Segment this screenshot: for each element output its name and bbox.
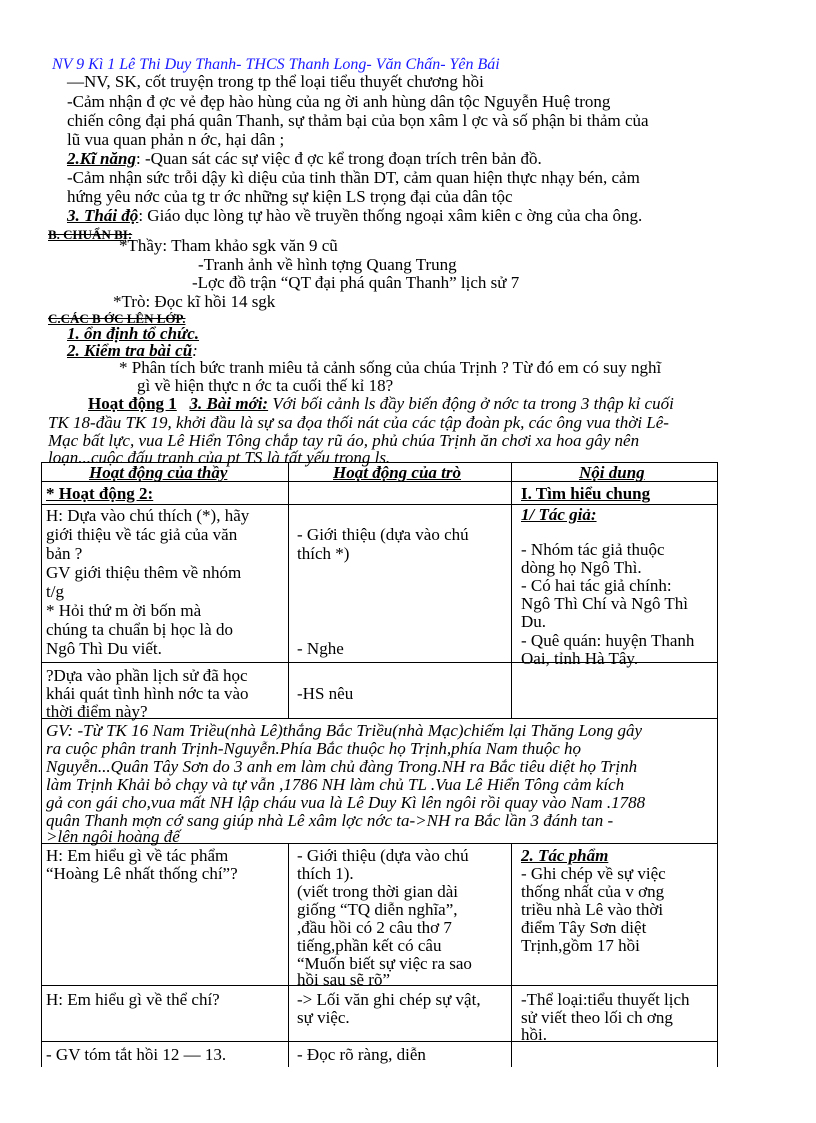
student-text: - Nghe bbox=[297, 639, 344, 658]
content-text: - Nhóm tác giả thuộc bbox=[521, 540, 665, 559]
skills-line: -Cảm nhận sức trỗi dậy kì diệu của tinh thần DT, cảm quan hiện thực nhạy bén, cảm bbox=[67, 168, 640, 187]
content-text: - Ghi chép về sự việc bbox=[521, 864, 666, 883]
skills-label: 2.Kĩ năng bbox=[67, 149, 136, 168]
teacher-text: H: Em hiểu gì về tác phẩm bbox=[46, 846, 229, 865]
content-text: Trịnh,gồm 17 hồi bbox=[521, 936, 640, 955]
content-text: - Có hai tác giả chính: bbox=[521, 576, 672, 595]
prep-title: B. CHUẨN BỊ: bbox=[48, 227, 133, 242]
new-lesson-line: Mạc bất lực, vua Lê Hiển Tông chắp tay rũ áo, phủ chúa Trịnh ăn chơi xa hoa gây nên bbox=[48, 431, 640, 450]
prep-item: -Tranh ảnh về hình tợng Quang Trung bbox=[198, 255, 457, 274]
gv-note: làm Trịnh Khải bỏ chạy và tự vẫn ,1786 NH làm chủ TL .Vua Lê Hiển Tông cảm kích bbox=[46, 775, 625, 794]
col-header-student: Hoạt động của trò bbox=[333, 463, 461, 482]
content-text: Oai, tỉnh Hà Tây. bbox=[521, 649, 639, 668]
prep-student: *Trò: Đọc kĩ hồi 14 sgk bbox=[113, 292, 276, 311]
skills-text: : -Quan sát các sự việc đ ợc kể trong đoạn trích trên bản đồ. bbox=[135, 149, 542, 168]
teacher-text: GV giới thiệu thêm về nhóm bbox=[46, 563, 242, 582]
student-text: thích 1). bbox=[297, 864, 354, 883]
col-header-teacher: Hoạt động của thầy bbox=[89, 463, 228, 482]
subsection-title: 2. Tác phẩm bbox=[521, 846, 609, 865]
content-text: thống nhất của v ơng bbox=[521, 882, 665, 901]
teacher-text: H: Em hiểu gì về thể chí? bbox=[46, 990, 220, 1009]
content-text: -Thể loại:tiểu thuyết lịch bbox=[521, 990, 690, 1009]
content-text: - Quê quán: huyện Thanh bbox=[521, 631, 695, 650]
student-text: -> Lối văn ghi chép sự vật, bbox=[297, 990, 481, 1009]
new-lesson-line: loạn...cuộc đấu tranh của pt TS là tất yếu trong ls. bbox=[48, 448, 391, 467]
content-text: Du. bbox=[521, 612, 547, 631]
student-text: -HS nêu bbox=[297, 684, 354, 703]
attitude-text: : Giáo dục lòng tự hào về truyền thống ngoại xâm kiên c ờng của cha ông. bbox=[138, 206, 643, 225]
activity-1-label: Hoạt động 1 bbox=[88, 394, 177, 413]
student-text: (viết trong thời gian dài bbox=[297, 882, 459, 901]
lesson-table bbox=[41, 462, 718, 1067]
teacher-text: khái quát tình hình nớc ta vào bbox=[46, 684, 249, 703]
content-text: Ngô Thì Chí và Ngô Thì bbox=[521, 594, 689, 613]
teacher-text: H: Dựa vào chú thích (*), hãy bbox=[46, 506, 250, 525]
objective-line: chiến công đại phá quân Thanh, sự thảm bại của bọn xâm l ợc và số phận bi thảm của bbox=[67, 111, 649, 130]
step-1: 1. ổn định tổ chức. bbox=[67, 324, 200, 343]
col-header-content: Nội dung bbox=[579, 463, 645, 482]
gv-note: quân Thanh mợn cớ sang giúp nhà Lê xâm lợc nớc ta->NH ra Bắc lần 3 đánh tan - bbox=[46, 811, 614, 830]
attitude-label: 3. Thái độ bbox=[67, 206, 139, 225]
step-2-colon: : bbox=[192, 341, 198, 360]
student-text: - Giới thiệu (dựa vào chú bbox=[297, 525, 469, 544]
student-text: - Đọc rõ ràng, diễn bbox=[297, 1045, 426, 1064]
skills-line: hứng yêu nớc của tg tr ớc những sự kiện LS trọng đại của dân tộc bbox=[67, 187, 513, 206]
student-text: ,đầu hồi có 2 câu thơ 7 bbox=[297, 918, 452, 937]
skills-line bbox=[67, 149, 542, 168]
activity-2-label: * Hoạt động 2: bbox=[46, 484, 154, 503]
gv-note: gả con gái cho,vua mất NH lập cháu vua là Lê Duy Kì lên ngôi rồi quay vào Nam .1788 bbox=[46, 793, 646, 812]
teacher-text: “Hoàng Lê nhất thống chí”? bbox=[46, 864, 238, 883]
objective-line: —NV, SK, cốt truyện trong tp thể loại tiểu thuyết chương hồi bbox=[67, 72, 484, 91]
new-lesson-line bbox=[88, 394, 674, 413]
section-title: I. Tìm hiểu chung bbox=[521, 484, 651, 503]
gv-note: ra cuộc phân tranh Trịnh-Nguyễn.Phía Bắc thuộc họ Trịnh,phía Nam thuộc họ bbox=[46, 739, 582, 758]
prep-item: -Lợc đồ trận “QT đại phá quân Thanh” lịch sử 7 bbox=[192, 273, 520, 292]
content-text: sử viết theo lối ch ơng bbox=[521, 1008, 673, 1027]
prep-teacher: *Thầy: Tham khảo sgk văn 9 cũ bbox=[119, 236, 338, 255]
steps-title: C.CÁC B ỚC LÊN LỚP. bbox=[48, 311, 186, 326]
student-text: “Muốn biết sự việc ra sao bbox=[297, 954, 472, 973]
step-2-label: 2. Kiểm tra bài cũ bbox=[67, 341, 193, 360]
student-text: hồi sau sẽ rõ” bbox=[297, 970, 391, 989]
student-text: - Giới thiệu (dựa vào chú bbox=[297, 846, 469, 865]
gv-note: >lên ngôi hoàng đế bbox=[46, 827, 180, 846]
new-lesson-text: Với bối cảnh ls đầy biến động ở nớc ta trong 3 thập kỉ cuối bbox=[268, 394, 674, 413]
student-text: thích *) bbox=[297, 544, 350, 563]
subsection-title: 1/ Tác giả: bbox=[521, 505, 597, 524]
new-lesson-label: 3. Bài mới: bbox=[189, 394, 269, 413]
teacher-text: t/g bbox=[46, 582, 64, 601]
new-lesson-line: TK 18-đầu TK 19, khởi đầu là sự sa đọa thối nát của các tập đoàn pk, các ông vua thời Lê- bbox=[48, 413, 669, 432]
objective-line: lũ vua quan phản n ớc, hại dân ; bbox=[67, 130, 285, 149]
content-text: điểm Tây Sơn diệt bbox=[521, 918, 647, 937]
student-text: tiếng,phần kết có câu bbox=[297, 936, 442, 955]
student-text: giống “TQ diễn nghĩa”, bbox=[297, 900, 458, 919]
teacher-text: chúng ta chuẩn bị học là do bbox=[46, 620, 233, 639]
old-question: gì về hiện thực n ớc ta cuối thế kỉ 18? bbox=[137, 376, 394, 395]
old-question: * Phân tích bức tranh miêu tả cảnh sống của chúa Trịnh ? Từ đó em có suy nghĩ bbox=[119, 358, 662, 377]
teacher-text: - GV tóm tắt hồi 12 — 13. bbox=[46, 1045, 227, 1064]
objective-line: -Cảm nhận đ ợc vẻ đẹp hào hùng của ng ời anh hùng dân tộc Nguyễn Huệ trong bbox=[67, 92, 611, 111]
teacher-text: * Hỏi thứ m ời bốn mà bbox=[46, 601, 202, 620]
content-text: hồi. bbox=[521, 1025, 547, 1044]
student-text: sự việc. bbox=[297, 1008, 350, 1027]
teacher-text: giới thiệu về tác giả của văn bbox=[46, 525, 238, 544]
content-text: triều nhà Lê vào thời bbox=[521, 900, 664, 919]
attitude-line bbox=[67, 206, 642, 225]
gv-note: GV: -Từ TK 16 Nam Triều(nhà Lê)thắng Bắc Triều(nhà Mạc)chiếm lại Thăng Long gây bbox=[46, 721, 643, 740]
page-header: NV 9 Kì 1 Lê Thi Duy Thanh- THCS Thanh Long- Văn Chấn- Yên Bái bbox=[52, 56, 500, 73]
teacher-text: bản ? bbox=[46, 544, 83, 563]
teacher-text: ?Dựa vào phần lịch sử đã học bbox=[46, 666, 248, 685]
teacher-text: thời điểm này? bbox=[46, 702, 148, 721]
teacher-text: Ngô Thì Du viết. bbox=[46, 639, 162, 658]
gv-note: Nguyễn...Quân Tây Sơn do 3 anh em làm chủ đàng Trong.NH ra Bắc tiêu diệt họ Trịnh bbox=[46, 757, 638, 776]
content-text: dòng họ Ngô Thì. bbox=[521, 558, 642, 577]
